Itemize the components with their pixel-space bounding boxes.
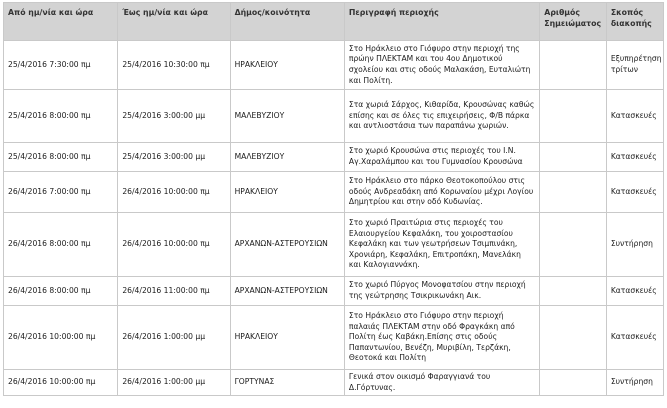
header-to-datetime: Έως ημ/νία και ώρα: [118, 3, 230, 41]
cell-to-datetime: 25/4/2016 10:30:00 πμ: [118, 41, 230, 90]
cell-purpose: Κατασκευές: [606, 277, 663, 306]
cell-municipality: ΗΡΑΚΛΕΙΟΥ: [230, 172, 344, 213]
cell-purpose: Κατασκευές: [606, 90, 663, 143]
cell-area-description: Στο χωριό Πύργος Μονοφατσίου στην περιοχή της γεώτρησης Τσικρικωνάκη Αικ.: [344, 277, 539, 306]
header-area-description: Περιγραφή περιοχής: [344, 3, 539, 41]
cell-purpose: Κατασκευές: [606, 306, 663, 370]
cell-municipality: ΑΡΧΑΝΩΝ-ΑΣΤΕΡΟΥΣΙΩΝ: [230, 213, 344, 277]
table-row: [4, 370, 664, 396]
cell-area-description: Στο Ηράκλειο στο Γιόφυρο στην περιοχή παλαιάς ΠΛΕΚΤΑΜ στην οδό Φραγκάκη από Πολίτη έως Καβάκη.Επίσης στις οδούς Παπαντωνίου, Βενέζη, Μυριβίλη, Τερζάκη, Θεοτοκά και Πολίτη: [344, 306, 539, 370]
table-row: [4, 213, 664, 277]
cell-purpose: Κατασκευές: [606, 143, 663, 172]
cell-from-datetime: 26/4/2016 8:00:00 πμ: [4, 277, 118, 306]
cell-municipality: ΗΡΑΚΛΕΙΟΥ: [230, 306, 344, 370]
outage-schedule-table: [3, 2, 664, 396]
cell-note-number: [540, 306, 607, 370]
cell-note-number: [540, 41, 607, 90]
cell-note-number: [540, 172, 607, 213]
cell-area-description: Στο Ηράκλειο στο Γιόφυρο στην περιοχή της πρώην ΠΛΕΚΤΑΜ και του 4ου Δημοτικού σχολείου και στις οδούς Μαλακάση, Ευταλιώτη και Πολίτη.: [344, 41, 539, 90]
cell-to-datetime: 25/4/2016 3:00:00 μμ: [118, 143, 230, 172]
table-row: [4, 306, 664, 370]
cell-purpose: Συντήρηση: [606, 213, 663, 277]
cell-note-number: [540, 213, 607, 277]
header-municipality: Δήμος/κοινότητα: [230, 3, 344, 41]
header-note-number: Αριθμός Σημειώματος: [540, 3, 607, 41]
cell-from-datetime: 25/4/2016 8:00:00 πμ: [4, 143, 118, 172]
cell-from-datetime: 26/4/2016 7:00:00 πμ: [4, 172, 118, 213]
cell-note-number: [540, 370, 607, 396]
cell-from-datetime: 25/4/2016 7:30:00 πμ: [4, 41, 118, 90]
cell-municipality: ΗΡΑΚΛΕΙΟΥ: [230, 41, 344, 90]
cell-municipality: ΜΑΛΕΒΥΖΙΟΥ: [230, 143, 344, 172]
cell-to-datetime: 26/4/2016 10:00:00 πμ: [118, 172, 230, 213]
cell-to-datetime: 26/4/2016 10:00:00 πμ: [118, 213, 230, 277]
cell-to-datetime: 25/4/2016 3:00:00 μμ: [118, 90, 230, 143]
table-row: [4, 143, 664, 172]
table-header-row: [4, 3, 664, 41]
cell-from-datetime: 26/4/2016 10:00:00 πμ: [4, 370, 118, 396]
table-row: [4, 277, 664, 306]
cell-municipality: ΑΡΧΑΝΩΝ-ΑΣΤΕΡΟΥΣΙΩΝ: [230, 277, 344, 306]
cell-from-datetime: 26/4/2016 10:00:00 πμ: [4, 306, 118, 370]
cell-purpose: Εξυπηρέτηση τρίτων: [606, 41, 663, 90]
cell-from-datetime: 25/4/2016 8:00:00 πμ: [4, 90, 118, 143]
cell-to-datetime: 26/4/2016 11:00:00 πμ: [118, 277, 230, 306]
cell-municipality: ΜΑΛΕΒΥΖΙΟΥ: [230, 90, 344, 143]
cell-area-description: Στο χωριό Κρουσώνα στις περιοχές του Ι.Ν. Αγ.Χαραλάμπου και του Γυμνασίου Κρουσώνα: [344, 143, 539, 172]
table-row: [4, 172, 664, 213]
header-from-datetime: Από ημ/νία και ώρα: [4, 3, 118, 41]
cell-municipality: ΓΟΡΤΥΝΑΣ: [230, 370, 344, 396]
cell-note-number: [540, 143, 607, 172]
cell-note-number: [540, 90, 607, 143]
cell-purpose: Συντήρηση: [606, 370, 663, 396]
cell-from-datetime: 26/4/2016 8:00:00 πμ: [4, 213, 118, 277]
table-row: [4, 90, 664, 143]
cell-area-description: Γενικά στον οικισμό Φαραγγιανά του Δ.Γόρτυνας.: [344, 370, 539, 396]
header-purpose: Σκοπός διακοπής: [606, 3, 663, 41]
cell-area-description: Στο χωριό Πραιτώρια στις περιοχές του Ελαιουργείου Κεφαλάκη, του χοιροστασίου Κεφαλάκη και των γεωτρήσεων Τσιμπινάκη, Χρονιάρη, Κεφαλάκη, Επιτροπάκη, Μανελάκη και Καλογιαννάκη.: [344, 213, 539, 277]
cell-note-number: [540, 277, 607, 306]
cell-to-datetime: 26/4/2016 1:00:00 μμ: [118, 306, 230, 370]
table-row: [4, 41, 664, 90]
cell-to-datetime: 26/4/2016 1:00:00 μμ: [118, 370, 230, 396]
cell-area-description: Στα χωριά Σάρχος, Κιθαρίδα, Κρουσώνας καθώς επίσης και σε όλες τις επιχειρήσεις, Φ/Β πάρκα και αντλιοστάσια των παραπάνω χωριών.: [344, 90, 539, 143]
cell-purpose: Κατασκευές: [606, 172, 663, 213]
cell-area-description: Στο Ηράκλειο στο πάρκο Θεοτοκοπούλου στις οδούς Ανδρεαδάκη από Κορωναίου μέχρι Λογίου Δημητρίου και στην οδό Κυδωνίας.: [344, 172, 539, 213]
